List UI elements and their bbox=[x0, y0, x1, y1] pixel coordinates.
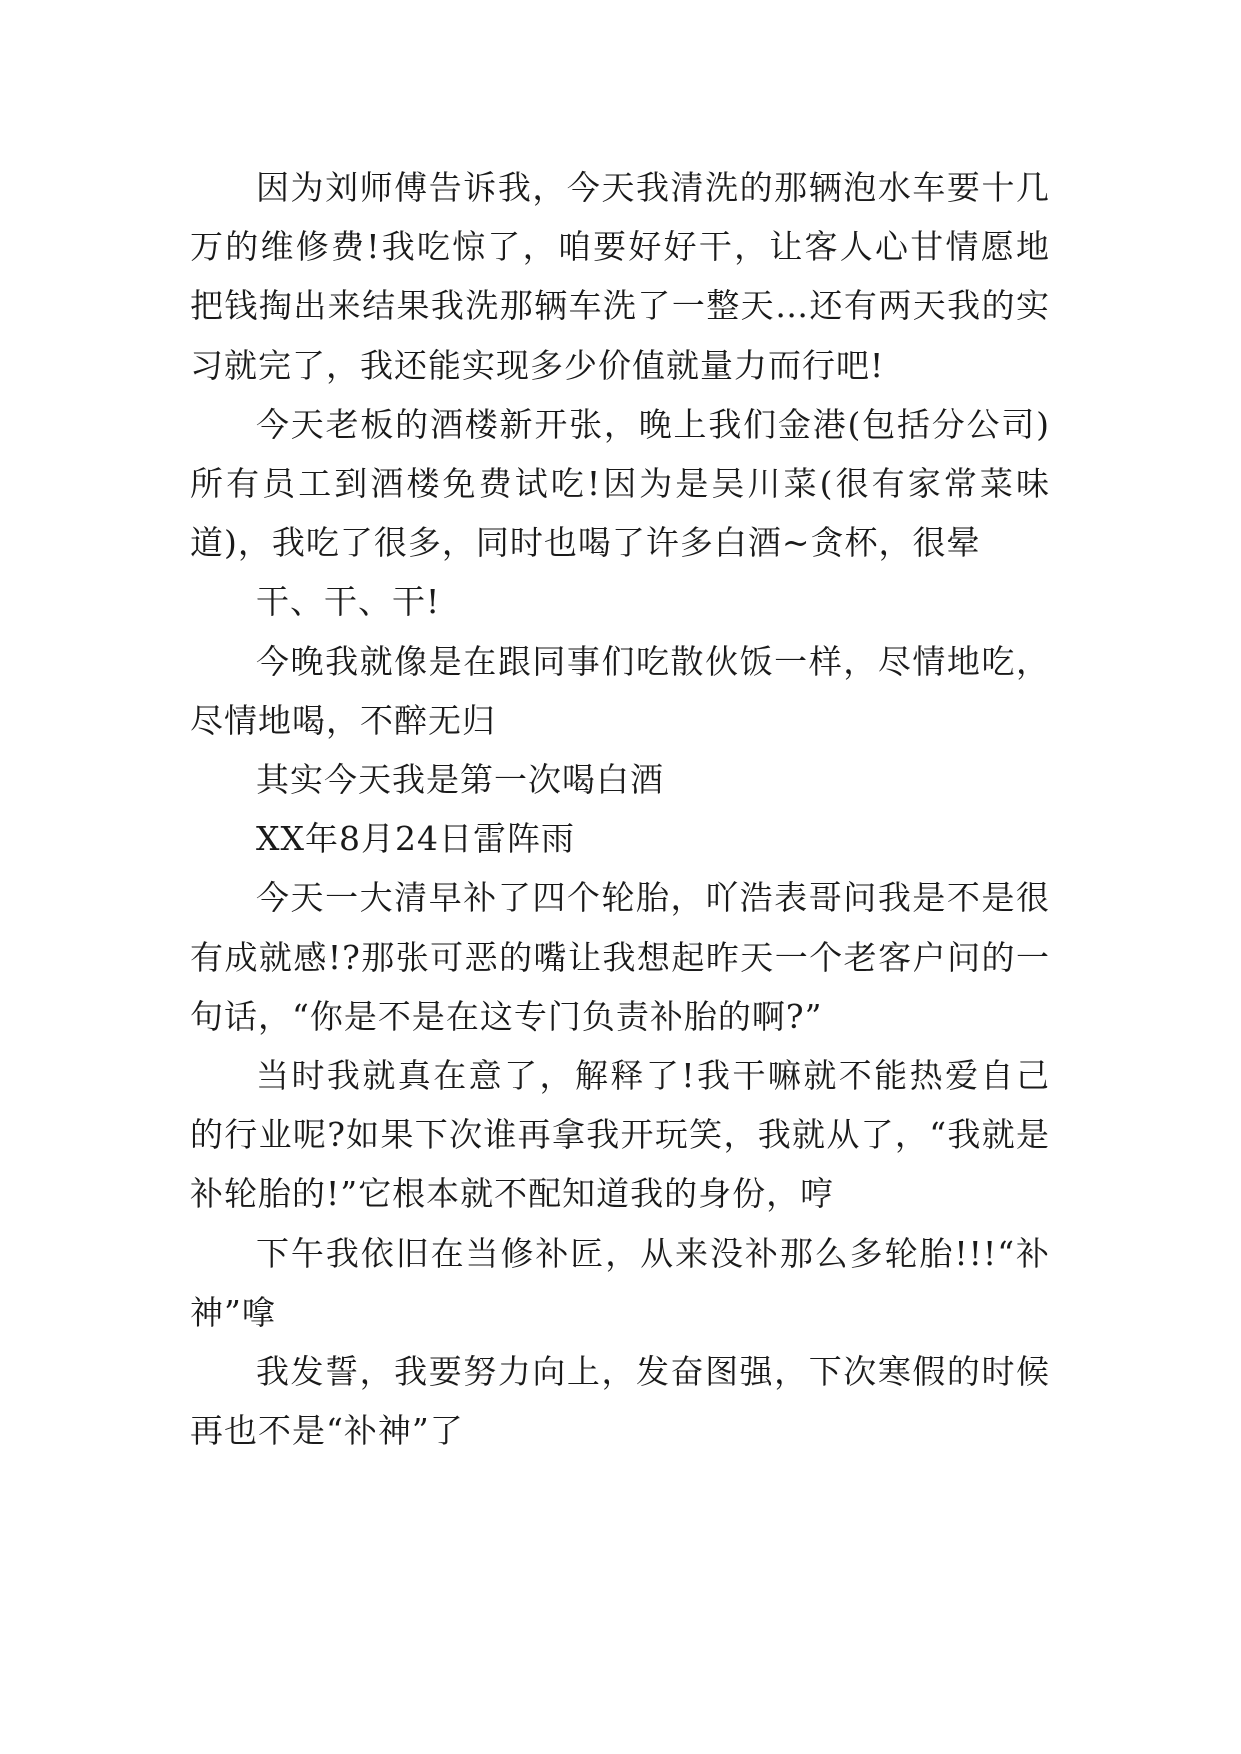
paragraph-3: 干、干、干! bbox=[256, 582, 441, 622]
paragraph-10: 我发誓，我要努力向上，发奋图强，下次寒假的时候再也不是“补神”了 bbox=[190, 1352, 1050, 1451]
paragraph-8: 当时我就真在意了，解释了!我干嘛就不能热爱自己的行业呢?如果下次谁再拿我开玩笑，我就从了，“我就是补轮胎的!”它根本就不配知道我的身份，哼 bbox=[190, 1056, 1050, 1214]
document-body bbox=[190, 158, 1050, 1460]
paragraph-1: 因为刘师傅告诉我，今天我清洗的那辆泡水车要十几万的维修费!我吃惊了，咱要好好干，让客人心甘情愿地把钱掏出来结果我洗那辆车洗了一整天…还有两天我的实习就完了，我还能实现多少价值就量力而行吧! bbox=[190, 168, 1050, 385]
paragraph-9: 下午我依旧在当修补匠，从来没补那么多轮胎!!!“补神”嗱 bbox=[190, 1233, 1050, 1332]
paragraph-7: 今天一大清早补了四个轮胎，吖浩表哥问我是不是很有成就感!?那张可恶的嘴让我想起昨天一个老客户问的一句话，“你是不是在这专门负责补胎的啊?” bbox=[190, 878, 1050, 1036]
paragraph-2: 今天老板的酒楼新开张，晚上我们金港(包括分公司)所有员工到酒楼免费试吃!因为是吴川菜(很有家常菜味道)，我吃了很多，同时也喝了许多白酒~贪杯，很晕 bbox=[190, 404, 1050, 563]
date-weather-line: XX年8月24日雷阵雨 bbox=[256, 819, 575, 859]
paragraph-5: 其实今天我是第一次喝白酒 bbox=[256, 760, 664, 800]
paragraph-4: 今晚我就像是在跟同事们吃散伙饭一样，尽情地吃，尽情地喝，不醉无归 bbox=[190, 641, 1050, 740]
